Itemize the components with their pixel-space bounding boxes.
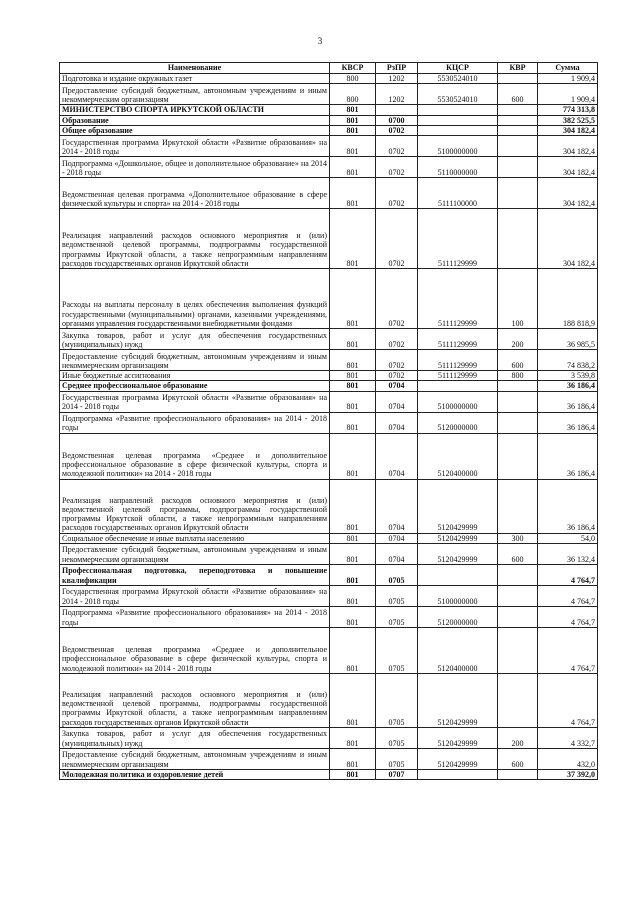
kcsr-cell: 5111129999 — [418, 350, 498, 371]
table-row — [60, 412, 598, 433]
table-row — [60, 674, 598, 728]
table-row — [60, 136, 598, 157]
kcsr-cell — [418, 115, 498, 125]
name-cell: Предоставление субсидий бюджетным, автономным учреждениям и иным некоммерческим организациям — [60, 749, 330, 770]
name-cell: Государственная программа Иркутской области «Развитие образования» на 2014 - 2018 годы — [60, 136, 330, 157]
kvr-cell — [498, 674, 538, 728]
kvsr-cell: 801 — [330, 544, 376, 565]
header-kcsr: КЦСР — [418, 63, 498, 74]
kcsr-cell: 5120400000 — [418, 433, 498, 479]
kvr-cell — [498, 136, 538, 157]
name-cell: Закупка товаров, работ и услуг для обеспечения государственных (муниципальных) нужд — [60, 728, 330, 749]
kcsr-cell — [418, 770, 498, 780]
kvsr-cell: 801 — [330, 749, 376, 770]
table-row — [60, 533, 598, 543]
kcsr-cell — [418, 125, 498, 135]
table-row — [60, 479, 598, 533]
rzpr-cell: 0702 — [376, 209, 418, 269]
sum-cell: 36 186,4 — [538, 391, 598, 412]
rzpr-cell: 0702 — [376, 125, 418, 135]
kvr-cell — [498, 433, 538, 479]
kvr-cell: 200 — [498, 329, 538, 350]
kvr-cell — [498, 115, 538, 125]
sum-cell: 4 764,7 — [538, 586, 598, 607]
sum-cell: 1 909,4 — [538, 84, 598, 105]
kvr-cell — [498, 209, 538, 269]
kcsr-cell: 5120429999 — [418, 749, 498, 770]
kvr-cell: 600 — [498, 544, 538, 565]
kvsr-cell: 801 — [330, 565, 376, 586]
sum-cell: 304 182,4 — [538, 136, 598, 157]
budget-table — [59, 62, 598, 780]
rzpr-cell: 0702 — [376, 178, 418, 209]
kcsr-cell: 5100000000 — [418, 136, 498, 157]
rzpr-cell: 0704 — [376, 544, 418, 565]
name-cell: Государственная программа Иркутской области «Развитие образования» на 2014 - 2018 годы — [60, 391, 330, 412]
rzpr-cell: 0704 — [376, 381, 418, 391]
kvr-cell: 800 — [498, 371, 538, 381]
kcsr-cell: 5111129999 — [418, 269, 498, 329]
kcsr-cell: 5111129999 — [418, 209, 498, 269]
kvr-cell — [498, 607, 538, 628]
sum-cell: 36 186,4 — [538, 433, 598, 479]
sum-cell: 36 186,4 — [538, 381, 598, 391]
kvsr-cell: 801 — [330, 178, 376, 209]
sum-cell: 36 186,4 — [538, 412, 598, 433]
kvsr-cell: 801 — [330, 412, 376, 433]
name-cell: МИНИСТЕРСТВО СПОРТА ИРКУТСКОЙ ОБЛАСТИ — [60, 105, 330, 115]
rzpr-cell: 0704 — [376, 479, 418, 533]
table-row — [60, 628, 598, 674]
kcsr-cell — [418, 105, 498, 115]
rzpr-cell: 0705 — [376, 674, 418, 728]
kvr-cell: 200 — [498, 728, 538, 749]
table-row — [60, 125, 598, 135]
kvsr-cell: 801 — [330, 209, 376, 269]
name-cell: Подпрограмма «Развитие профессионального образования» на 2014 - 2018 годы — [60, 412, 330, 433]
kvr-cell — [498, 586, 538, 607]
kvsr-cell: 801 — [330, 269, 376, 329]
kvr-cell: 600 — [498, 350, 538, 371]
kvsr-cell: 800 — [330, 74, 376, 84]
table-row — [60, 607, 598, 628]
sum-cell: 774 313,8 — [538, 105, 598, 115]
kvr-cell — [498, 125, 538, 135]
kcsr-cell: 5120400000 — [418, 628, 498, 674]
rzpr-cell: 0704 — [376, 433, 418, 479]
header-kvsr: КВСР — [330, 63, 376, 74]
kvr-cell — [498, 412, 538, 433]
name-cell: Реализация направлений расходов основного мероприятия и (или) ведомственной целевой программы, подпрограммы государственной программы Иркутской области, а также непрограммным направлениям расходов государственных органов Иркутской области — [60, 674, 330, 728]
sum-cell: 304 182,4 — [538, 157, 598, 178]
kcsr-cell — [418, 381, 498, 391]
rzpr-cell: 0702 — [376, 136, 418, 157]
kvsr-cell: 801 — [330, 586, 376, 607]
rzpr-cell: 0707 — [376, 770, 418, 780]
kvsr-cell: 801 — [330, 115, 376, 125]
sum-cell: 37 392,0 — [538, 770, 598, 780]
rzpr-cell: 0705 — [376, 586, 418, 607]
sum-cell: 4 764,7 — [538, 628, 598, 674]
header-kvr: КВР — [498, 63, 538, 74]
kcsr-cell: 5120000000 — [418, 607, 498, 628]
sum-cell: 432,0 — [538, 749, 598, 770]
kvr-cell — [498, 628, 538, 674]
table-row — [60, 115, 598, 125]
kvsr-cell: 801 — [330, 125, 376, 135]
kcsr-cell: 5120000000 — [418, 412, 498, 433]
kvsr-cell: 801 — [330, 674, 376, 728]
kcsr-cell: 5530524010 — [418, 84, 498, 105]
table-row — [60, 84, 598, 105]
name-cell: Профессиональная подготовка, переподготовка и повышение квалификации — [60, 565, 330, 586]
table-row — [60, 381, 598, 391]
table-row — [60, 728, 598, 749]
kvsr-cell: 801 — [330, 381, 376, 391]
table-row — [60, 350, 598, 371]
sum-cell: 54,0 — [538, 533, 598, 543]
table-row — [60, 178, 598, 209]
table-row — [60, 209, 598, 269]
kvsr-cell: 801 — [330, 157, 376, 178]
kvsr-cell: 801 — [330, 433, 376, 479]
kvsr-cell: 801 — [330, 628, 376, 674]
sum-cell: 4 332,7 — [538, 728, 598, 749]
table-row — [60, 371, 598, 381]
kcsr-cell: 5120429999 — [418, 533, 498, 543]
table-row — [60, 391, 598, 412]
table-row — [60, 544, 598, 565]
kvsr-cell: 801 — [330, 391, 376, 412]
kvsr-cell: 801 — [330, 350, 376, 371]
name-cell: Предоставление субсидий бюджетным, автономным учреждениям и иным некоммерческим организациям — [60, 544, 330, 565]
table-row — [60, 157, 598, 178]
kvr-cell — [498, 770, 538, 780]
name-cell: Подпрограмма «Дошкольное, общее и дополнительное образование» на 2014 - 2018 годы — [60, 157, 330, 178]
sum-cell: 36 186,4 — [538, 479, 598, 533]
kcsr-cell: 5120429999 — [418, 728, 498, 749]
rzpr-cell: 0702 — [376, 269, 418, 329]
name-cell: Подпрограмма «Развитие профессионального образования» на 2014 - 2018 годы — [60, 607, 330, 628]
sum-cell: 3 539,8 — [538, 371, 598, 381]
kcsr-cell: 5120429999 — [418, 544, 498, 565]
sum-cell: 304 182,4 — [538, 125, 598, 135]
name-cell: Общее образование — [60, 125, 330, 135]
sum-cell: 1 909,4 — [538, 74, 598, 84]
rzpr-cell: 1202 — [376, 74, 418, 84]
rzpr-cell: 0705 — [376, 607, 418, 628]
table-row — [60, 105, 598, 115]
name-cell: Реализация направлений расходов основного мероприятия и (или) ведомственной целевой программы, подпрограммы государственной программы Иркутской области, а также непрограммным направлениям расходов государственных органов Иркутской области — [60, 209, 330, 269]
name-cell: Закупка товаров, работ и услуг для обеспечения государственных (муниципальных) нужд — [60, 329, 330, 350]
page-number: 3 — [317, 36, 323, 46]
name-cell: Ведомственная целевая программа «Среднее и дополнительное профессиональное образование в сфере физической культуры, спорта и молодежной политики» на 2014 - 2018 годы — [60, 628, 330, 674]
table-row — [60, 74, 598, 84]
kvsr-cell: 801 — [330, 728, 376, 749]
table-row — [60, 586, 598, 607]
sum-cell: 36 132,4 — [538, 544, 598, 565]
kvr-cell — [498, 105, 538, 115]
sum-cell: 4 764,7 — [538, 607, 598, 628]
name-cell: Социальное обеспечение и иные выплаты населению — [60, 533, 330, 543]
rzpr-cell: 0702 — [376, 329, 418, 350]
header-sum: Сумма — [538, 63, 598, 74]
kvsr-cell: 801 — [330, 105, 376, 115]
name-cell: Реализация направлений расходов основного мероприятия и (или) ведомственной целевой программы, подпрограммы государственной программы Иркутской области, а также непрограммным направлениям расходов государственных органов Иркутской области — [60, 479, 330, 533]
sum-cell: 4 764,7 — [538, 565, 598, 586]
kcsr-cell — [418, 565, 498, 586]
sum-cell: 304 182,4 — [538, 178, 598, 209]
name-cell: Подготовка и издание окружных газет — [60, 74, 330, 84]
kvsr-cell: 801 — [330, 770, 376, 780]
kvsr-cell: 801 — [330, 479, 376, 533]
kcsr-cell: 5100000000 — [418, 586, 498, 607]
kvr-cell: 300 — [498, 533, 538, 543]
table-header-row — [60, 63, 598, 74]
name-cell: Государственная программа Иркутской области «Развитие образования» на 2014 - 2018 годы — [60, 586, 330, 607]
kvsr-cell: 801 — [330, 136, 376, 157]
name-cell: Иные бюджетные ассигнования — [60, 371, 330, 381]
rzpr-cell: 0702 — [376, 350, 418, 371]
rzpr-cell: 0705 — [376, 728, 418, 749]
sum-cell: 188 818,9 — [538, 269, 598, 329]
kvsr-cell: 801 — [330, 371, 376, 381]
table-row — [60, 565, 598, 586]
kcsr-cell: 5111129999 — [418, 329, 498, 350]
name-cell: Ведомственная целевая программа «Среднее и дополнительное профессиональное образование в сфере физической культуры, спорта и молодежной политики» на 2014 - 2018 годы — [60, 433, 330, 479]
rzpr-cell: 0705 — [376, 749, 418, 770]
sum-cell: 74 838,2 — [538, 350, 598, 371]
sum-cell: 36 985,5 — [538, 329, 598, 350]
name-cell: Среднее профессиональное образование — [60, 381, 330, 391]
table-row — [60, 770, 598, 780]
table-row — [60, 269, 598, 329]
kvr-cell — [498, 565, 538, 586]
kvr-cell: 600 — [498, 84, 538, 105]
kvr-cell: 600 — [498, 749, 538, 770]
kcsr-cell: 5100000000 — [418, 391, 498, 412]
table-row — [60, 749, 598, 770]
rzpr-cell: 1202 — [376, 84, 418, 105]
kvsr-cell: 801 — [330, 607, 376, 628]
table-body — [60, 74, 598, 780]
kcsr-cell: 5110000000 — [418, 157, 498, 178]
kvr-cell — [498, 74, 538, 84]
name-cell: Молодежная политика и оздоровление детей — [60, 770, 330, 780]
kvr-cell — [498, 479, 538, 533]
kcsr-cell: 5111129999 — [418, 371, 498, 381]
rzpr-cell: 0704 — [376, 533, 418, 543]
kvr-cell — [498, 391, 538, 412]
rzpr-cell — [376, 105, 418, 115]
sum-cell: 382 525,5 — [538, 115, 598, 125]
table-row — [60, 433, 598, 479]
name-cell: Предоставление субсидий бюджетным, автономным учреждениям и иным некоммерческим организациям — [60, 350, 330, 371]
rzpr-cell: 0702 — [376, 371, 418, 381]
rzpr-cell: 0700 — [376, 115, 418, 125]
kvsr-cell: 800 — [330, 84, 376, 105]
name-cell: Ведомственная целевая программа «Дополнительное образование в сфере физической культуры и спорта» на 2014 - 2018 годы — [60, 178, 330, 209]
rzpr-cell: 0704 — [376, 391, 418, 412]
header-name: Наименование — [60, 63, 330, 74]
table-row — [60, 329, 598, 350]
sum-cell: 304 182,4 — [538, 209, 598, 269]
rzpr-cell: 0705 — [376, 628, 418, 674]
sum-cell: 4 764,7 — [538, 674, 598, 728]
kcsr-cell: 5120429999 — [418, 479, 498, 533]
name-cell: Предоставление субсидий бюджетным, автономным учреждениям и иным некоммерческим организациям — [60, 84, 330, 105]
name-cell: Образование — [60, 115, 330, 125]
name-cell: Расходы на выплаты персоналу в целях обеспечения выполнения функций государственными (муниципальными) органами, казенными учреждениями, органами управления государственными внебюджетными фондами — [60, 269, 330, 329]
kvsr-cell: 801 — [330, 329, 376, 350]
kvr-cell — [498, 381, 538, 391]
kcsr-cell: 5120429999 — [418, 674, 498, 728]
rzpr-cell: 0702 — [376, 157, 418, 178]
kcsr-cell: 5111100000 — [418, 178, 498, 209]
kvr-cell — [498, 178, 538, 209]
kvr-cell: 100 — [498, 269, 538, 329]
rzpr-cell: 0704 — [376, 412, 418, 433]
kvsr-cell: 801 — [330, 533, 376, 543]
kvr-cell — [498, 157, 538, 178]
kcsr-cell: 5530524010 — [418, 74, 498, 84]
rzpr-cell: 0705 — [376, 565, 418, 586]
header-rzpr: РзПР — [376, 63, 418, 74]
